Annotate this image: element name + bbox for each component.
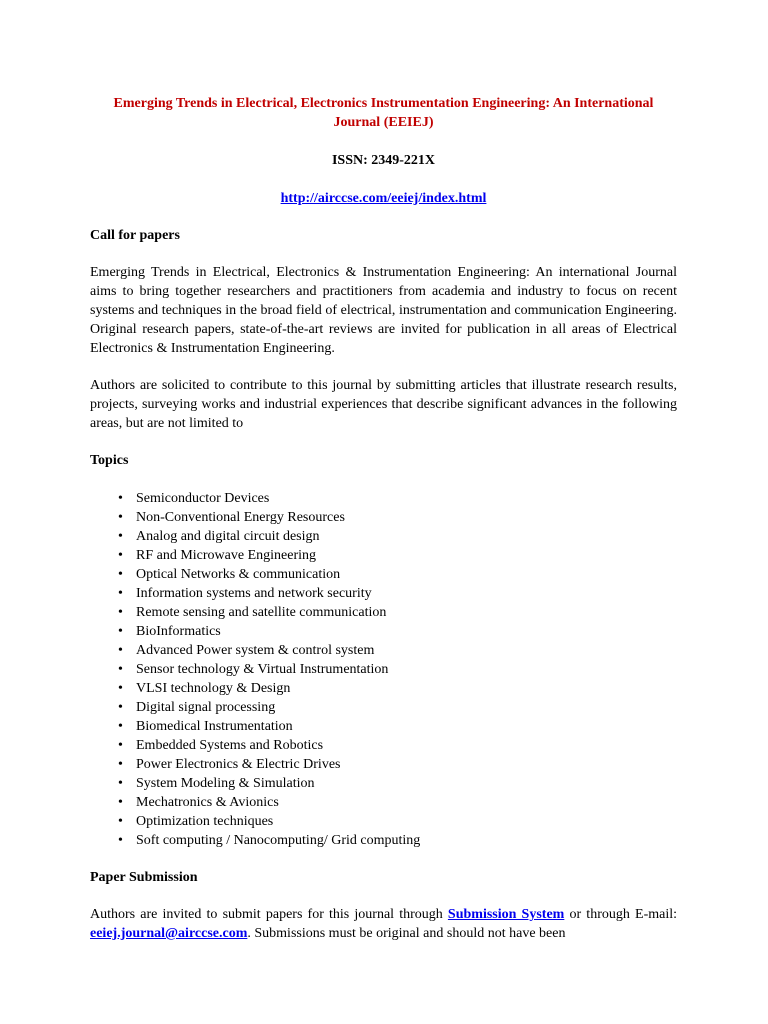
bullet-icon: • <box>118 757 123 772</box>
topic-label: Biomedical Instrumentation <box>136 719 293 734</box>
submission-text-after: . Submissions must be original and should not have been <box>247 926 566 941</box>
bullet-icon: • <box>118 491 123 506</box>
topic-label: Soft computing / Nanocomputing/ Grid computing <box>136 833 421 848</box>
topic-label: Remote sensing and satellite communication <box>136 605 387 620</box>
topic-label: Sensor technology & Virtual Instrumentation <box>136 662 389 677</box>
topic-list-item <box>90 736 677 755</box>
bullet-icon: • <box>118 548 123 563</box>
paper-submission-heading: Paper Submission <box>90 870 198 885</box>
topic-list-item <box>90 527 677 546</box>
journal-url-link[interactable]: http://airccse.com/eeiej/index.html <box>280 191 487 206</box>
bullet-icon: • <box>118 643 123 658</box>
topic-list-item <box>90 774 677 793</box>
topic-label: BioInformatics <box>136 624 221 639</box>
topic-label: RF and Microwave Engineering <box>136 548 317 563</box>
topic-list-item <box>90 603 677 622</box>
topic-label: Power Electronics & Electric Drives <box>136 757 341 772</box>
submission-text-before: Authors are invited to submit papers for this journal through <box>90 907 448 922</box>
submission-text-middle: or through E-mail: <box>564 907 678 922</box>
topic-list-item <box>90 508 677 527</box>
topic-list-item <box>90 641 677 660</box>
topic-label: System Modeling & Simulation <box>136 776 315 791</box>
topic-label: Mechatronics & Avionics <box>136 795 279 810</box>
bullet-icon: • <box>118 662 123 677</box>
topic-label: Non-Conventional Energy Resources <box>136 510 345 525</box>
document-page <box>90 94 677 943</box>
issn-line: ISSN: 2349-221X <box>331 153 436 168</box>
bullet-icon: • <box>118 814 123 829</box>
bullet-icon: • <box>118 719 123 734</box>
topic-list-item <box>90 755 677 774</box>
bullet-icon: • <box>118 795 123 810</box>
topic-list-item <box>90 679 677 698</box>
topic-list-item <box>90 812 677 831</box>
journal-email-link[interactable]: eeiej.journal@airccse.com <box>90 926 248 941</box>
topic-label: Information systems and network security <box>136 586 372 601</box>
journal-title: Emerging Trends in Electrical, Electronics Instrumentation Engineering: An International Journal (EEIEJ) <box>113 96 654 130</box>
bullet-icon: • <box>118 700 123 715</box>
call-for-papers-heading: Call for papers <box>90 228 180 243</box>
bullet-icon: • <box>118 510 123 525</box>
bullet-icon: • <box>118 776 123 791</box>
topic-list-item <box>90 831 677 850</box>
bullet-icon: • <box>118 833 123 848</box>
bullet-icon: • <box>118 605 123 620</box>
topic-label: Advanced Power system & control system <box>136 643 375 658</box>
topic-list-item <box>90 546 677 565</box>
topics-list <box>90 489 677 850</box>
topic-list-item <box>90 584 677 603</box>
topic-list-item <box>90 489 677 508</box>
topics-heading: Topics <box>90 453 129 468</box>
topic-list-item <box>90 622 677 641</box>
bullet-icon: • <box>118 567 123 582</box>
topic-label: Semiconductor Devices <box>136 491 270 506</box>
topic-list-item <box>90 793 677 812</box>
topic-label: VLSI technology & Design <box>136 681 291 696</box>
topic-label: Optimization techniques <box>136 814 274 829</box>
submission-system-link[interactable]: Submission System <box>447 907 565 922</box>
topic-label: Digital signal processing <box>136 700 276 715</box>
bullet-icon: • <box>118 738 123 753</box>
bullet-icon: • <box>118 624 123 639</box>
submission-paragraph <box>90 905 677 943</box>
intro-paragraph: Emerging Trends in Electrical, Electronics & Instrumentation Engineering: An international Journal aims to bring together researchers and practitioners from academia and industry to focus on recent systems and techniques in the broad field of electrical, instrumentation and communication Engineering. Original research papers, state-of-the-art reviews are invited for publication in all areas of Electrical Electronics & Instrumentation Engineering. <box>90 265 677 356</box>
topic-list-item <box>90 565 677 584</box>
bullet-icon: • <box>118 681 123 696</box>
topic-list-item <box>90 717 677 736</box>
bullet-icon: • <box>118 529 123 544</box>
topic-list-item <box>90 660 677 679</box>
topic-label: Embedded Systems and Robotics <box>136 738 324 753</box>
url-line <box>90 189 677 208</box>
topic-label: Optical Networks & communication <box>136 567 341 582</box>
topic-label: Analog and digital circuit design <box>136 529 320 544</box>
solicit-paragraph: Authors are solicited to contribute to this journal by submitting articles that illustrate research results, projects, surveying works and industrial experiences that describe significant advances in the following areas, but are not limited to <box>90 378 677 431</box>
topic-list-item <box>90 698 677 717</box>
bullet-icon: • <box>118 586 123 601</box>
